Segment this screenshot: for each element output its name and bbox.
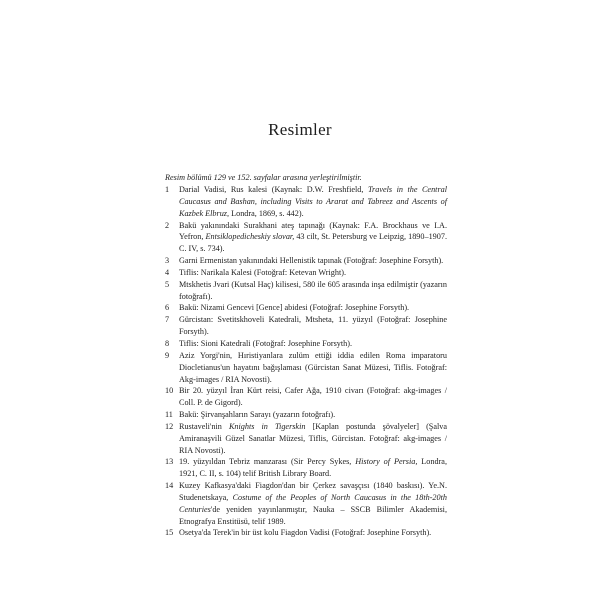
caption-text-part: 19. yüzyıldan Tebriz manzarası (Sir Percy Sykes, [179,457,356,467]
caption-text-part: Tiflis: Narikala Kalesi (Fotoğraf: Ketevan Wright). [179,267,347,277]
caption-number: 14 [165,481,174,491]
page-title: Resimler [268,120,332,139]
caption-item [165,338,447,350]
caption-text [179,302,447,314]
caption-italic-title: History of Persia, [355,457,418,467]
caption-text [179,255,447,267]
caption-text [179,314,447,338]
caption-list [165,184,447,539]
caption-item [165,220,447,256]
caption-text [179,220,447,256]
caption-number: 15 [165,528,174,538]
caption-item [165,527,447,539]
caption-text [179,456,447,480]
caption-text-part: Mtskhetis Jvari (Kutsal Haç) kilisesi, 580 ile 605 arasında inşa edilmiştir (yazarın fotoğrafı). [179,279,447,301]
caption-number: 10 [165,386,174,396]
caption-item [165,409,447,421]
caption-number: 2 [165,220,170,230]
caption-text [179,267,447,279]
caption-number: 8 [165,338,170,348]
caption-item [165,314,447,338]
caption-text [179,527,447,539]
caption-item [165,302,447,314]
caption-text-part: Darial Vadisi, Rus kalesi (Kaynak: D.W. Freshfield, [179,185,368,194]
caption-number: 12 [165,421,174,431]
caption-text [179,421,447,457]
caption-text-part: Londra, 1921, C. II, s. 104) telif British Library Board. [179,457,447,479]
caption-number: 11 [165,410,173,420]
caption-text-part: 43 cilt, St. Petersburg ve Leipzig, 1890–1907. C. IV, s. 734). [179,232,448,254]
caption-italic-title: Travels in the Central Caucasus and Bashan, including Visits to Ararat and Tabreez and Ascents of Kazbek Elbruz, [179,185,447,218]
caption-item [165,279,447,303]
caption-item [165,385,447,409]
caption-text-part: [Kaplan postunda şövalyeler] (Şalva Amiranaşvili Güzel Sanatlar Müzesi, Tiflis, Gürcistan. Fotoğraf: akg-images / RIA Novosti). [179,421,447,455]
caption-item [165,267,447,279]
intro-note: Resim bölümü 129 ve 152. sayfalar arasına yerleştirilmiştir. [165,173,362,182]
caption-number: 1 [165,185,170,194]
caption-number: 7 [165,315,170,325]
caption-text-part: Bakü: Nizami Gencevi [Gence] abidesi (Fotoğraf: Josephine Forsyth). [179,303,410,313]
caption-item [165,456,447,480]
caption-text [179,184,447,220]
caption-text [179,350,447,386]
caption-number: 3 [165,256,170,266]
caption-text-part: Gürcistan: Svetitskhoveli Katedrali, Mtsheta, 11. yüzyıl (Fotoğraf: Josephine Forsyth). [179,315,447,337]
caption-number: 6 [165,303,170,313]
caption-item [165,255,447,267]
caption-item [165,421,447,457]
caption-text-part: Rustaveli'nin [179,421,229,431]
caption-number: 13 [165,457,174,467]
caption-text-part: Bakü: Şirvanşahların Sarayı (yazarın fotoğrafı). [179,410,336,420]
caption-text-part: Garni Ermenistan yakınındaki Hellenistik tapınak (Fotoğraf: Josephine Forsyth). [179,256,444,266]
caption-italic-title: Costume of the Peoples of North Caucasus in the 18th-20th Centuries [179,492,447,514]
caption-text-part: Bakü yakınındaki Surakhani ateş tapınağı (Kaynak: F.A. Brockhaus ve I.A. Yefron, [179,220,447,242]
caption-text-part: Kuzey Kafkasya'daki Fiagdon'dan bir Çerkez savaşçısı (1840 baskısı). Ye.N. Studenetskaya, [179,481,447,502]
caption-italic-title: Entsiklopedicheskiy slovar, [205,232,295,242]
caption-text-part: 'de yeniden yayınlanmıştır, Nauka – SSCB Bilimler Akademisi, Etnografya Enstitüsü, telif 1989. [179,504,447,526]
caption-italic-title: Knights in Tigerskin [228,421,306,431]
caption-text-part: Osetya'da Terek'in bir üst kolu Fiagdon Vadisi (Fotoğraf: Josephine Forsyth). [179,528,432,538]
caption-item [165,184,447,220]
caption-text [179,409,447,421]
caption-text-part: Tiflis: Sioni Katedrali (Fotoğraf: Josephine Forsyth). [179,338,352,348]
caption-text [179,338,447,350]
caption-text-part: Aziz Yorgi'nin, Hıristiyanlara zulüm ettiği iddia edilen Roma imparatoru Diocletianus'un hayatını bağışlaması (Gürcistan Sanat Müzesi, Tiflis. Fotoğraf: Akg-images / RIA Novosti). [179,350,447,384]
caption-number: 5 [165,279,170,289]
caption-text [179,279,447,303]
caption-text-part: Londra, 1869, s. 442). [229,208,304,218]
caption-text [179,480,447,527]
caption-number: 4 [165,267,170,277]
caption-number: 9 [165,350,170,360]
caption-item [165,480,447,527]
caption-item [165,350,447,386]
caption-text [179,385,447,409]
caption-text-part: Bir 20. yüzyıl İran Kürt reisi, Cafer Ağa, 1910 civarı (Fotoğraf: akg-images / Coll. P. de Gigord). [179,386,447,408]
